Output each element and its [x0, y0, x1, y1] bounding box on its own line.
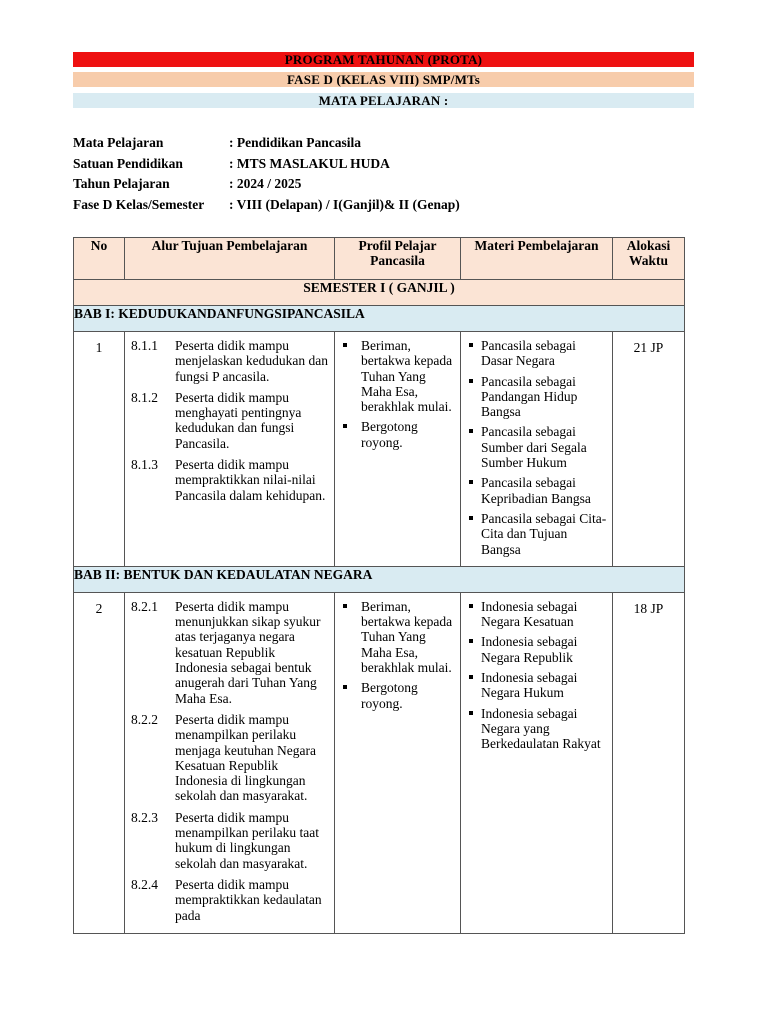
profile-text: Bergotong royong. [361, 419, 418, 450]
objective-code: 8.2.2 [131, 711, 158, 727]
profile-cell [335, 332, 461, 567]
objective-text: Peserta didik mampu menjelaskan kedudukan dan fungsi P ancasila. [175, 338, 328, 384]
objective-code: 8.2.4 [131, 876, 158, 892]
objective-item [131, 338, 330, 384]
row-number: 2 [74, 592, 125, 933]
material-text: Pancasila sebagai Pandangan Hidup Bangsa [481, 373, 578, 420]
document-info [73, 133, 460, 215]
list-item [339, 338, 456, 414]
objective-code: 8.1.1 [131, 338, 158, 353]
chapter-row [74, 566, 685, 592]
chapter-title: BAB II: BENTUK DAN KEDAULATAN NEGARA [74, 566, 685, 592]
info-label: Fase D Kelas/Semester [73, 196, 205, 212]
objectives-cell [125, 592, 335, 933]
material-text: Indonesia sebagai Negara yang Berkedaulatan Rakyat [481, 705, 601, 752]
column-header-objectives: Alur Tujuan Pembelajaran [125, 238, 335, 280]
bullet-icon [343, 685, 347, 689]
bullet-icon [469, 343, 473, 347]
objective-item [131, 390, 330, 451]
material-text: Pancasila sebagai Sumber dari Segala Sumber Hukum [481, 424, 587, 471]
material-text: Pancasila sebagai Cita-Cita dan Tujuan Bangsa [481, 510, 607, 557]
material-text: Pancasila sebagai Kepribadian Bangsa [481, 475, 591, 506]
bullet-icon [469, 429, 473, 433]
list-item [465, 374, 608, 420]
table-row [74, 592, 685, 933]
material-text: Indonesia sebagai Negara Hukum [481, 670, 578, 701]
subject-banner: MATA PELAJARAN : [73, 93, 694, 108]
title-banner: PROGRAM TAHUNAN (PROTA) [73, 52, 694, 67]
materials-cell [461, 332, 613, 567]
list-item [465, 634, 608, 665]
bullet-icon [469, 480, 473, 484]
semester-row [74, 280, 685, 306]
chapter-title: BAB I: KEDUDUKANDANFUNGSIPANCASILA [74, 306, 685, 332]
objectives-cell [125, 332, 335, 567]
info-value: : VIII (Delapan) / I(Ganjil)& II (Genap) [229, 196, 460, 212]
table-row [74, 332, 685, 567]
objective-code: 8.1.3 [131, 457, 158, 473]
info-value: : MTS MASLAKUL HUDA [229, 155, 390, 171]
column-header-time: Alokasi Waktu [613, 238, 685, 280]
phase-banner: FASE D (KELAS VIII) SMP/MTs [73, 72, 694, 87]
objective-code: 8.1.2 [131, 389, 158, 405]
bullet-icon [469, 604, 473, 608]
objective-code: 8.2.3 [131, 809, 158, 825]
bullet-icon [469, 639, 473, 643]
objective-text: Peserta didik mampu menampilkan perilaku menjaga keutuhan Negara Kesatuan Republik Indonesia di lingkungan sekolah dan masyarakat. [175, 711, 316, 804]
materials-cell [461, 592, 613, 933]
profile-text: Bergotong royong. [361, 680, 418, 711]
time-allocation: 18 JP [613, 592, 685, 933]
row-number: 1 [74, 332, 125, 567]
objective-item [131, 712, 330, 804]
info-label: Mata Pelajaran [73, 135, 164, 150]
objective-item [131, 877, 330, 923]
prota-table [73, 237, 685, 934]
bullet-icon [343, 424, 347, 428]
objective-item [131, 599, 330, 706]
list-item [465, 475, 608, 506]
bullet-icon [343, 604, 347, 608]
bullet-icon [469, 379, 473, 383]
list-item [465, 706, 608, 752]
objective-text: Peserta didik mampu menampilkan perilaku taat hukum di lingkungan sekolah dan masyarakat. [175, 809, 319, 871]
list-item [465, 670, 608, 701]
material-text: Indonesia sebagai Negara Kesatuan [481, 598, 578, 630]
objective-text: Peserta didik mampu menghayati pentingnya kedudukan dan fungsi Pancasila. [175, 389, 302, 451]
semester-label: SEMESTER I ( GANJIL ) [74, 280, 685, 306]
list-item [339, 599, 456, 675]
info-row-school [73, 154, 460, 175]
objective-item [131, 457, 330, 503]
info-row-subject [73, 133, 460, 154]
column-header-no: No [74, 238, 125, 280]
profile-text: Beriman, bertakwa kepada Tuhan Yang Maha Esa, berakhlak mulai. [361, 598, 453, 676]
info-row-year [73, 174, 460, 195]
objective-text: Peserta didik mampu mempraktikkan nilai-nilai Pancasila dalam kehidupan. [175, 457, 326, 503]
list-item [465, 599, 608, 630]
time-allocation: 21 JP [613, 332, 685, 567]
material-text: Pancasila sebagai Dasar Negara [481, 338, 576, 369]
bullet-icon [343, 343, 347, 347]
material-text: Indonesia sebagai Negara Republik [481, 634, 578, 665]
objective-text: Peserta didik mampu menunjukkan sikap syukur atas terjaganya negara kesatuan Republik Indonesia sebagai bentuk anugerah dari Tuhan Yang Maha Esa. [175, 598, 321, 706]
bullet-icon [469, 711, 473, 715]
chapter-row [74, 306, 685, 332]
column-header-materials: Materi Pembelajaran [461, 238, 613, 280]
info-label: Satuan Pendidikan [73, 155, 183, 171]
objective-text: Peserta didik mampu mempraktikkan kedaulatan pada [175, 876, 322, 923]
info-value: : Pendidikan Pancasila [229, 135, 362, 150]
list-item [465, 424, 608, 470]
list-item [465, 338, 608, 369]
profile-text: Beriman, bertakwa kepada Tuhan Yang Maha Esa, berakhlak mulai. [361, 338, 453, 415]
info-value: : 2024 / 2025 [229, 176, 302, 191]
profile-cell [335, 592, 461, 933]
objective-item [131, 810, 330, 871]
column-header-profile: Profil Pelajar Pancasila [335, 238, 461, 280]
table-header-row [74, 238, 685, 280]
list-item [339, 419, 456, 450]
bullet-icon [469, 675, 473, 679]
info-label: Tahun Pelajaran [73, 176, 170, 191]
list-item [339, 680, 456, 711]
objective-code: 8.2.1 [131, 598, 158, 614]
info-row-class [73, 195, 460, 216]
list-item [465, 511, 608, 557]
bullet-icon [469, 516, 473, 520]
